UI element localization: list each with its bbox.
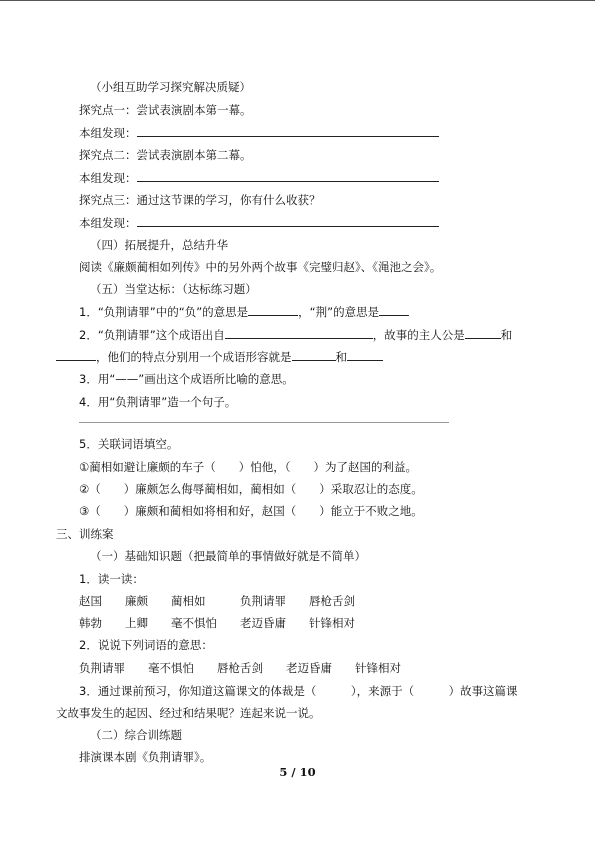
exercise-2-text-b: ，故事的主人公是 xyxy=(372,328,465,342)
exercise-5: 5．关联词语填空。 xyxy=(79,437,179,451)
answer-blank-source[interactable] xyxy=(225,326,373,339)
exercise-2-text-c: 和 xyxy=(500,328,513,342)
explore-point-1: 探究点一：尝试表演剧本第一幕。 xyxy=(79,103,252,117)
word-meaning-heading: 2．说说下列词语的意思： xyxy=(79,638,213,652)
answer-blank-idiom-1[interactable] xyxy=(292,348,336,361)
answer-blank-finding-2[interactable] xyxy=(137,169,439,182)
read-aloud-heading: 1．读一读： xyxy=(79,572,144,586)
sentence-answer-line[interactable] xyxy=(79,422,449,423)
conjunction-item-3: ③（ ）廉颇和蔺相如将相和好，赵国（ ）能立于不败之地。 xyxy=(79,504,423,518)
answer-blank-jing[interactable] xyxy=(379,303,409,316)
exercise-1-text-b: ，“荆”的意思是 xyxy=(298,305,380,319)
section-4-heading: （四）拓展提升，总结升华 xyxy=(90,238,228,252)
answer-blank-finding-1[interactable] xyxy=(137,124,439,137)
extended-reading: 阅读《廉颇蔺相如列传》中的另外两个故事《完璧归赵》、《渑池之会》。 xyxy=(79,260,442,274)
page-top-border xyxy=(0,0,595,1)
conjunction-item-1: ①蔺相如避让廉颇的车子（ ）怕他，（ ）为了赵国的利益。 xyxy=(79,460,418,474)
exercise-1 xyxy=(79,303,409,320)
vocabulary-row-1: 赵国 廉颇 蔺相如 负荆请罪 唇枪舌剑 xyxy=(79,594,355,608)
explore-point-3: 探究点三：通过这节课的学习，你有什么收获？ xyxy=(79,193,321,207)
comprehensive-training-heading: （二）综合训练题 xyxy=(90,728,182,742)
group-finding-1 xyxy=(79,124,439,141)
preview-question-continued: 文故事发生的起因、经过和结果呢？连起来说一说。 xyxy=(56,706,321,720)
vocabulary-row-2: 韩勃 上卿 毫不惧怕 老迈昏庸 针锋相对 xyxy=(79,616,355,630)
answer-blank-finding-3[interactable] xyxy=(137,214,439,227)
exercise-3: 3．用“——”画出这个成语所比喻的意思。 xyxy=(79,372,294,386)
answer-blank-idiom-2[interactable] xyxy=(347,348,383,361)
group-finding-label: 本组发现： xyxy=(79,126,137,140)
exercise-2-text-a: 2．“负荆请罪”这个成语出自 xyxy=(79,328,225,342)
exercise-2-text-d: ，他们的特点分别用一个成语形容就是 xyxy=(96,350,292,364)
preview-question: 3．通过课前预习，你知道这篇课文的体裁是（ ），来源于（ ）故事这篇课 xyxy=(79,684,518,698)
conjunction-item-2: ②（ ）廉颇怎么侮辱蔺相如，蔺相如（ ）采取忍让的态度。 xyxy=(79,482,423,496)
word-meaning-list: 负荆请罪 毫不惧怕 唇枪舌剑 老迈昏庸 针锋相对 xyxy=(79,661,401,675)
exercise-2-continued xyxy=(56,348,383,365)
answer-blank-fu[interactable] xyxy=(248,303,298,316)
answer-blank-protagonist-2[interactable] xyxy=(56,348,96,361)
basic-knowledge-heading: （一）基础知识题（把最简单的事情做好就是不简单） xyxy=(90,549,366,563)
exercise-2 xyxy=(79,326,512,343)
explore-point-2: 探究点二：尝试表演剧本第二幕。 xyxy=(79,148,252,162)
group-finding-2 xyxy=(79,169,439,186)
group-study-heading: （小组互助学习探究解决质疑） xyxy=(90,80,251,94)
exercise-1-text-a: 1．“负荆请罪”中的“负”的意思是 xyxy=(79,305,249,319)
group-finding-label: 本组发现： xyxy=(79,171,137,185)
rehearse-play-task: 排演课本剧《负荆请罪》。 xyxy=(79,750,212,764)
section-5-heading: （五）当堂达标：（达标练习题） xyxy=(90,282,257,296)
answer-blank-protagonist-1[interactable] xyxy=(465,326,501,339)
group-finding-3 xyxy=(79,214,439,231)
page-number: 5 / 10 xyxy=(279,765,316,779)
group-finding-label: 本组发现： xyxy=(79,216,137,230)
exercise-4: 4．用“负荆请罪”造一个句子。 xyxy=(79,395,237,409)
exercise-2-text-e: 和 xyxy=(335,350,347,364)
training-section-heading: 三、训练案 xyxy=(56,527,114,541)
